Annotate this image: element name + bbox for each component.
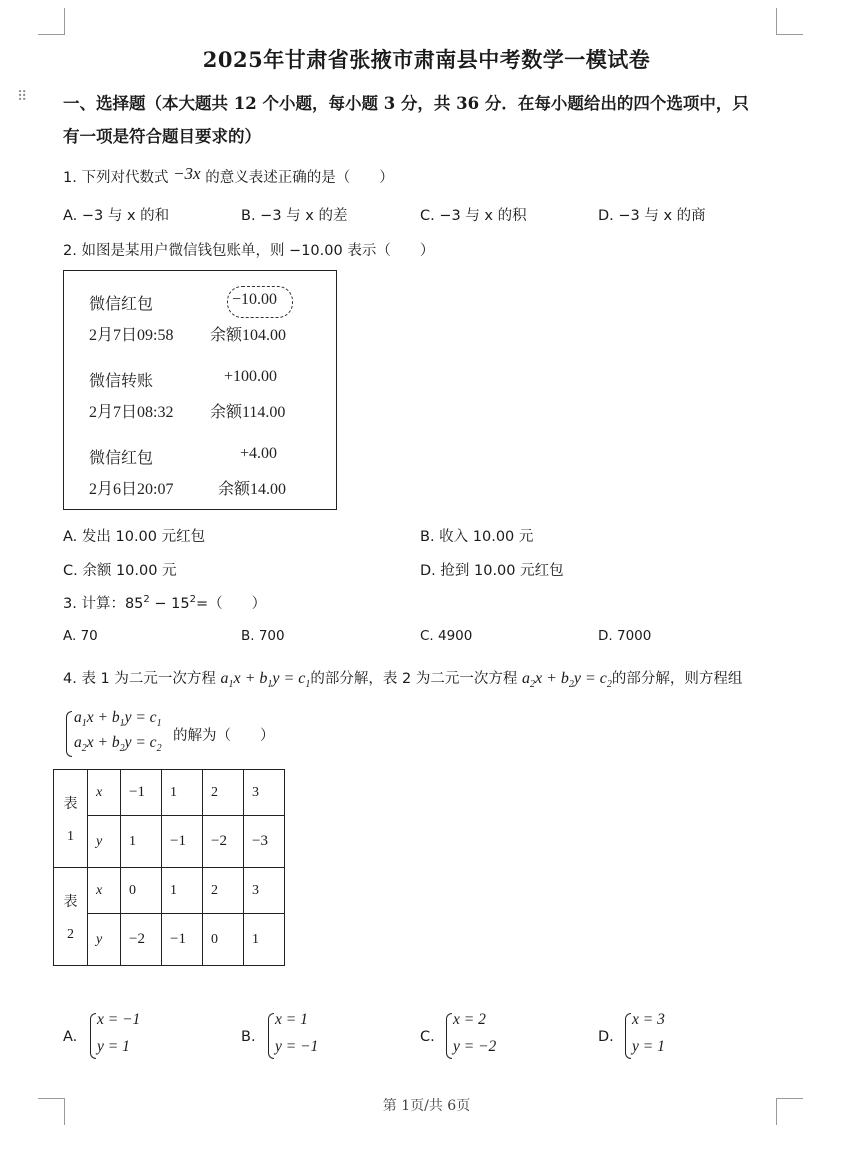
question-1-option-d[interactable]: D. −3 与 x 的商 — [598, 208, 706, 224]
table-1-y-cell: −2 — [203, 816, 244, 868]
table-2-y-cell: 1 — [244, 914, 285, 966]
table-1-x-cell: 1 — [162, 770, 203, 816]
question-1-suffix: 的意义表述正确的是（ ） — [205, 170, 394, 186]
wallet-entry-1-amount: −10.00 — [232, 291, 278, 308]
table-2-x-cell: 1 — [162, 868, 203, 914]
question-3-option-a[interactable]: A. 70 — [63, 628, 98, 644]
question-3-suffix: =（ ） — [195, 596, 267, 612]
option-b-line-2: y = −1 — [275, 1038, 319, 1055]
option-a-line-2: y = 1 — [97, 1038, 130, 1055]
question-3-exponent-1: 2 — [143, 594, 150, 606]
question-3-option-d[interactable]: D. 7000 — [598, 628, 652, 644]
question-1-expression: −3x — [173, 164, 201, 183]
table-2-y-cell: 0 — [203, 914, 244, 966]
question-1-option-a[interactable]: A. −3 与 x 的和 — [63, 208, 170, 224]
question-3-exponent-2: 2 — [189, 594, 196, 606]
system-equation-2: $a_2x + b_2y = c_2$ — [74, 734, 162, 755]
question-4-equation-2: $a_2x + b_2y = c_2$ — [521, 670, 612, 691]
table-2-y-cell: −2 — [121, 914, 162, 966]
table-2-x-cell: 3 — [244, 868, 285, 914]
corner-mark-top-right — [776, 8, 803, 35]
wallet-entry-3-time: 2月6日20:07 — [89, 481, 174, 498]
option-d-line-1: x = 3 — [632, 1011, 665, 1028]
question-2-option-a[interactable]: A. 发出 10.00 元红包 — [63, 529, 206, 545]
option-a-line-1: x = −1 — [97, 1011, 141, 1028]
table-1-x-cell: 3 — [244, 770, 285, 816]
wallet-entry-3-name: 微信红包 — [89, 450, 154, 467]
table-1-y-cell: −1 — [162, 816, 203, 868]
question-4-tail: 的解为（ ） — [173, 728, 275, 744]
wallet-entry-1-balance: 余额104.00 — [210, 327, 287, 344]
table-1-y-cell: 1 — [121, 816, 162, 868]
table-2-y-cell: −1 — [162, 914, 203, 966]
wallet-entry-2-time: 2月7日08:32 — [89, 404, 174, 421]
wallet-entry-3-amount: +4.00 — [240, 445, 278, 462]
table-2-label-char: 表 — [63, 893, 78, 910]
question-3-option-c[interactable]: C. 4900 — [420, 628, 473, 644]
option-c-line-2: y = −2 — [453, 1038, 497, 1055]
question-4-option-d-label[interactable]: D. — [598, 1029, 614, 1045]
table-1-label-char: 表 — [63, 795, 78, 812]
table-1-y-cell: −3 — [244, 816, 285, 868]
question-1-stem — [63, 166, 394, 187]
table-2-y-label: y — [88, 914, 121, 966]
wallet-entry-1-name: 微信红包 — [89, 296, 154, 313]
question-4-part1: 4. 表 1 为二元一次方程 — [63, 671, 216, 687]
table-2-label-cell — [54, 868, 88, 966]
section-heading-line2: 有一项是符合题目要求的） — [63, 127, 261, 146]
option-c-brace — [446, 1013, 452, 1059]
system-brace — [66, 711, 72, 757]
question-2-option-d[interactable]: D. 抢到 10.00 元红包 — [420, 563, 564, 579]
table-2-x-cell: 2 — [203, 868, 244, 914]
solutions-table — [53, 769, 285, 966]
question-3-option-b[interactable]: B. 700 — [241, 628, 285, 644]
table-2-label-num: 2 — [67, 926, 74, 942]
option-b-line-1: x = 1 — [275, 1011, 308, 1028]
table-1-y-label: y — [88, 816, 121, 868]
system-equation-1: $a_1x + b_1y = c_1$ — [74, 709, 162, 730]
wallet-entry-2-amount: +100.00 — [224, 368, 278, 385]
wallet-entry-2-name: 微信转账 — [89, 373, 154, 390]
wallet-entry-1-time: 2月7日09:58 — [89, 327, 174, 344]
question-4-equation-1: $a_1x + b_1y = c_1$ — [220, 670, 311, 691]
question-4-option-a-label[interactable]: A. — [63, 1029, 78, 1045]
question-3-mid: − 15 — [149, 596, 190, 612]
option-c-line-1: x = 2 — [453, 1011, 486, 1028]
wallet-entry-2-balance: 余额114.00 — [210, 404, 286, 421]
question-4-option-b-label[interactable]: B. — [241, 1029, 256, 1045]
question-2-stem: 2. 如图是某用户微信钱包账单，则 −10.00 表示（ ） — [63, 243, 435, 259]
wallet-entry-3-balance: 余额14.00 — [218, 481, 287, 498]
page-title: 2025年甘肃省张掖市肃南县中考数学一模试卷 — [202, 47, 651, 72]
question-1-prefix: 1. 下列对代数式 — [63, 170, 169, 186]
option-b-brace — [268, 1013, 274, 1059]
option-d-line-2: y = 1 — [632, 1038, 665, 1055]
table-1-x-cell: −1 — [121, 770, 162, 816]
option-d-brace — [625, 1013, 631, 1059]
corner-mark-top-left — [38, 8, 65, 35]
question-3-prefix: 3. 计算：85 — [63, 596, 144, 612]
table-2-x-label: x — [88, 868, 121, 914]
table-2-x-cell: 0 — [121, 868, 162, 914]
question-2-option-b[interactable]: B. 收入 10.00 元 — [420, 529, 534, 545]
question-3-stem — [63, 592, 266, 613]
table-1-label-num: 1 — [67, 828, 74, 844]
question-4-stem — [63, 667, 742, 690]
question-4-option-c-label[interactable]: C. — [420, 1029, 435, 1045]
section-heading-line1: 一、选择题（本大题共 12 个小题，每小题 3 分，共 36 分．在每小题给出的四个选项中，只 — [63, 94, 749, 113]
table-1-x-label: x — [88, 770, 121, 816]
table-1-label-cell — [54, 770, 88, 868]
question-4-part2: 的部分解，表 2 为二元一次方程 — [310, 671, 518, 687]
question-2-option-c[interactable]: C. 余额 10.00 元 — [63, 563, 177, 579]
question-1-option-c[interactable]: C. −3 与 x 的积 — [420, 208, 527, 224]
question-1-option-b[interactable]: B. −3 与 x 的差 — [241, 208, 348, 224]
page-footer: 第 1页/共 6页 — [382, 1098, 471, 1114]
option-a-brace — [90, 1013, 96, 1059]
drag-handle-icon[interactable]: ⠿ — [17, 89, 27, 105]
question-4-part3: 的部分解，则方程组 — [611, 671, 743, 687]
table-1-x-cell: 2 — [203, 770, 244, 816]
